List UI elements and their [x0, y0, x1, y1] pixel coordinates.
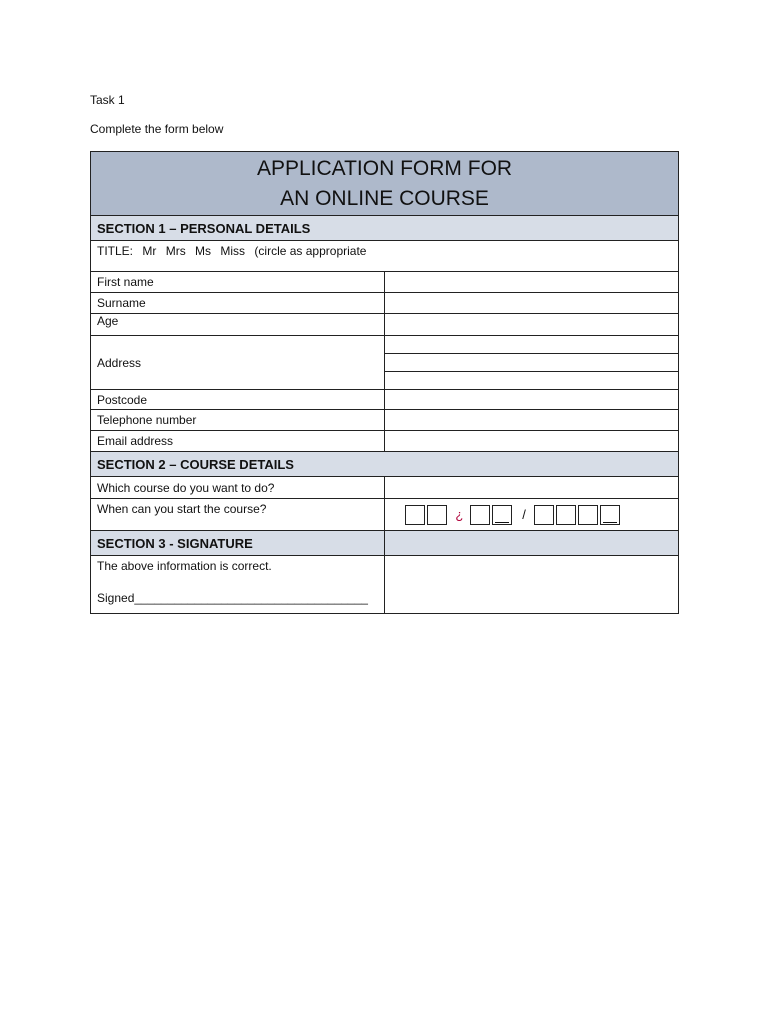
postcode-field[interactable]	[385, 390, 679, 410]
section1-heading: SECTION 1 – PERSONAL DETAILS	[91, 216, 679, 241]
instruction-text: Complete the form below	[90, 122, 224, 136]
title-option-mrs[interactable]: Mrs	[165, 244, 186, 258]
title-note: (circle as appropriate	[254, 244, 367, 258]
start-question-label: When can you start the course?	[91, 499, 385, 531]
signature-field[interactable]	[385, 556, 679, 614]
year-digit-2[interactable]	[556, 505, 576, 525]
signature-statement	[91, 556, 385, 614]
address-line-3[interactable]	[385, 372, 678, 389]
year-digit-4[interactable]	[600, 505, 620, 525]
signed-line[interactable]: Signed___________________________________	[97, 591, 368, 605]
postcode-label: Postcode	[91, 390, 385, 410]
telephone-label: Telephone number	[91, 410, 385, 431]
title-row	[91, 241, 679, 272]
address-field-group	[385, 336, 679, 390]
date-separator-2: /	[522, 507, 526, 522]
day-digit-1[interactable]	[405, 505, 425, 525]
task-heading: Task 1	[90, 93, 125, 107]
form-title	[91, 152, 679, 216]
surname-field[interactable]	[385, 293, 679, 314]
address-label: Address	[91, 336, 385, 390]
age-label: Age	[91, 314, 385, 336]
date-separator-1: ¿	[455, 507, 464, 522]
section3-heading-blank	[385, 531, 679, 556]
telephone-field[interactable]	[385, 410, 679, 431]
section2-heading: SECTION 2 – COURSE DETAILS	[91, 452, 679, 477]
email-field[interactable]	[385, 431, 679, 452]
confirm-text: The above information is correct.	[97, 559, 272, 573]
month-digit-2[interactable]	[492, 505, 512, 525]
course-field[interactable]	[385, 477, 679, 499]
course-question-label: Which course do you want to do?	[91, 477, 385, 499]
application-form	[90, 151, 679, 614]
title-option-miss[interactable]: Miss	[220, 244, 246, 258]
title-option-mr[interactable]: Mr	[142, 244, 157, 258]
form-title-line2: AN ONLINE COURSE	[280, 186, 489, 210]
first-name-label: First name	[91, 272, 385, 293]
form-title-line1: APPLICATION FORM FOR	[256, 156, 513, 180]
year-digit-3[interactable]	[578, 505, 598, 525]
surname-label: Surname	[91, 293, 385, 314]
title-label: TITLE:	[97, 244, 134, 258]
year-digit-1[interactable]	[534, 505, 554, 525]
address-line-2[interactable]	[385, 354, 678, 372]
month-digit-1[interactable]	[470, 505, 490, 525]
first-name-field[interactable]	[385, 272, 679, 293]
age-field[interactable]	[385, 314, 679, 336]
address-line-1[interactable]	[385, 336, 678, 354]
section3-heading: SECTION 3 - SIGNATURE	[91, 531, 385, 556]
title-option-ms[interactable]: Ms	[195, 244, 212, 258]
email-label: Email address	[91, 431, 385, 452]
start-date-field	[385, 499, 679, 531]
day-digit-2[interactable]	[427, 505, 447, 525]
